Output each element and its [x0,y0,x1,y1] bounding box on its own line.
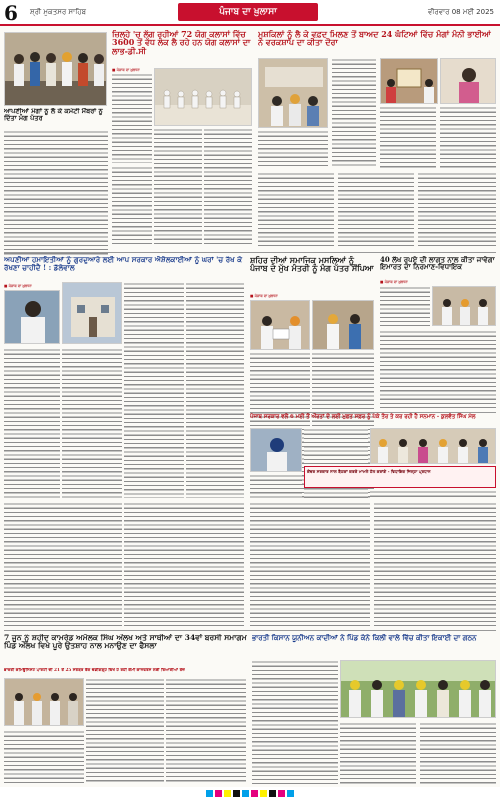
magenta-swatch [251,790,258,797]
lower-col-d [374,502,496,626]
workshop-photo-1 [258,58,328,128]
story-4-headline: ਅਪਣੀਆਂ ਹਮਾਇਤੀਆਂ ਨੂੰ ਗੁਰਦੁਆਰੇ ਲਈ ਆਪ ਸਰਕਾਰ ਐਸ਼ੋਲਕਾਈਆਂ ਨੂੰ ਘਰਾਂ 'ਚ ਰੱਖ ਕੇ ਰੱਖਣਾ ਚਾਹੀਦੈ ! : ਡੱਲੇਵਾਲ [4,256,243,272]
cyan-swatch [242,790,249,797]
magenta-swatch [215,790,222,797]
story-4-col-4 [62,348,122,498]
story-2-col-4 [258,130,328,168]
story-8-col-1 [86,678,164,784]
divider-2 [4,630,496,631]
story-4-col-3 [4,348,60,498]
story-6-byline: ■ ਪੰਜਾਬ ਦਾ ਖ਼ੁਲਾਸਾ [380,280,408,284]
right-col-a [258,172,334,248]
right-col-b [338,172,414,248]
lower-col-a [4,502,122,626]
lower-col-b [124,502,244,626]
memo-photo-icon [251,301,310,350]
publication-name: ਸ਼੍ਰੀ ਮੁਕਤਸਰ ਸਾਹਿਬ [30,8,87,16]
story-2-col-2 [380,106,436,168]
story-5-byline: ■ ਪੰਜਾਬ ਦਾ ਖ਼ੁਲਾਸਾ [250,294,278,298]
story-2-headline: ਮੁਸ਼ਕਿਲਾਂ ਨੂੰ ਲੈ ਕੇ ਵਫ਼ਦ ਮਿਲਣ ਤੋਂ ਬਾਅਦ 24 ਘੰਟਿਆਂ ਵਿੱਚ ਮੰਗਾਂ ਮੰਨੀ ਭਾਈਆਂ ਨੇ ਵਰਕਸ਼ਾਪ ਦਾ ਕੀਤਾ ਦੌਰਾ [258,30,491,48]
black-swatch [269,790,276,797]
color-registration-strip [0,787,500,799]
story-4-col-2 [186,282,244,498]
story-9-col-2 [340,722,416,784]
black-swatch [233,790,240,797]
leader-photo-icon [251,429,302,472]
story-1-col-4 [112,166,152,244]
speaker-photo-icon [5,291,60,344]
quote-box: ਕੇਂਦਰ ਸਰਕਾਰ ਨਾਲ ਬੈਠਕਾਂ ਕਰਕੇ ਮਾਮਲੇ ਹੱਲ ਕਰਾਂਗੇ - ਵਿਧਾਇਕ ਜਿਲ੍ਹਾ ਪ੍ਰਧਾਨ [304,466,496,488]
bus-photo [370,428,496,464]
meeting-photo-icon [259,59,328,128]
official-photo [440,58,496,104]
story-8-subheadline: ਭਾਰਤੀ ਕਮਿਊਨਿਸਟ ਪਾਰਟੀ ਦੀ 21 ਤੋਂ 25 ਸਤੰਬਰ ਤੱਕ ਚੰਡੀਗੜ੍ਹ ਵਿਖੇ ਹੋ ਰਹੀ ਕੌਮੀ ਕਾਨਫਰੰਸ ਲਈ ਤਿਆਰੀਆਂ ਤੇਜ਼ [4,668,185,672]
leader-photo [250,428,302,472]
yellow-swatch [260,790,267,797]
foundation-photo [432,286,496,326]
divider-1 [4,252,496,253]
story-1-headline: ਜ਼ਿਲ੍ਹੇ 'ਚ ਲੱਗ ਰਹੀਆਂ 72 ਯੋਗ ਕਲਾਸਾਂ ਵਿੱਚ 3600 ਤੋਂ ਵੱਧ ਲੋਕ ਲੈ ਰਹੇ ਹਨ ਯੋਗ ਕਲਾਸਾਂ ਦਾ ਲਾਭ-ਡੀ.ਸੀ [112,30,251,56]
memo-photo [250,300,310,350]
yellow-swatch [224,790,231,797]
story-7-headline: ਪੰਜਾਬ ਸਰਕਾਰ ਵਲੋਂ 6 ਮਈ ਤੋਂ ਔਰਤਾਂ ਦੇ ਲਈ ਮੁਫ਼ਤ ਸਫ਼ਰ ਨੂੰ ਪੱਕੇ ਤੌਰ ਤੇ ਕਰ ਰਹੀ ਹੈ ਸਨਮਾਨ - ਕੁਲਵੰਤ ਸਿੰਘ ਮੱਲ [250,412,496,424]
story-1-col-3 [204,128,252,244]
building-photo-icon [63,283,122,344]
story-8-col-2 [166,678,246,784]
story-8-col-3 [4,730,84,784]
story-6-headline: 40 ਲੱਖ ਰੁਪਏ ਦੀ ਲਾਗਤ ਨਾਲ ਕੀਤਾ ਜਾਵੇਗਾ ਇਮਾਰਤ ਦਾ ਨਿਰਮਾਣ-ਵਿਧਾਇਕ [380,256,495,272]
award-photo [380,58,438,104]
yoga-photo-icon [155,69,252,126]
story-7-col-2 [250,474,302,498]
office-photo-icon [313,301,374,350]
issue-date: ਵੀਰਵਾਰ 08 ਮਈ 2025 [427,8,494,16]
office-photo [312,300,374,350]
yoga-class-photo [154,68,252,126]
bus-photo-icon [371,429,496,464]
story-5-headline: ਸ਼ਹਿਰ ਦੀਆਂ ਸਮਾਜਿਕ ਮਸਲਿਆਂ ਨੂੰ ਪੰਜਾਬ ਦੇ ਮੁੱਖ ਮੰਤਰੀ ਨੂੰ ਮੰਗ ਪੱਤਰ ਸੌਂਪਿਆ [250,256,374,274]
meeting-photo [4,678,84,726]
people-photo-icon [5,33,107,106]
union-photo-icon [341,661,496,718]
story-1-col-1 [112,73,152,163]
story-1-col-2 [154,128,202,244]
story-6-col-1 [380,286,430,326]
story-9-headline: ਭਾਰਤੀ ਕਿਸਾਨ ਯੂਨੀਅਨ ਕਾਦੀਆਂ ਨੇ ਪਿੰਡ ਕੰਨੇ ਕਿਲੀ ਵਾਲੇ ਵਿੱਚ ਕੀਤਾ ਇਕਾਈ ਦਾ ਗਠਨ [252,634,477,642]
committee-photo-icon [5,679,84,726]
story-3-body [4,130,108,258]
lower-col-c [250,502,370,626]
story-4-col-1 [124,282,184,498]
cyan-swatch [206,790,213,797]
masthead: ਪੰਜਾਬ ਦਾ ਖ਼ੁਲਾਸਾ [178,3,318,21]
foundation-photo-icon [433,287,496,326]
story-8-headline: 7 ਜੂਨ ਨੂੰ ਸ਼ਹੀਦ ਕਾਮਰੇਡ ਅਮੋਲਕ ਸਿੰਘ ਔਲਖ ਅਤੇ ਸਾਥੀਆਂ ਦਾ 34ਵਾਂ ਬਰਸੀ ਸਮਾਗਮ ਪਿੰਡ ਔਲਖ ਵਿਖੇ ਪੂਰੇ ਉਤਸ਼ਾਹ ਨਾਲ ਮਨਾਉਣ ਦਾ ਫੈਸਲਾ [4,634,247,650]
right-col-c [418,172,496,248]
story-9-col-3 [420,722,496,784]
page-number: 6 [4,1,18,25]
story-4-byline: ■ ਪੰਜਾਬ ਦਾ ਖ਼ੁਲਾਸਾ [4,284,32,288]
story-9-col-1 [252,660,338,784]
story-3-headline: ਆਪਣੀਆਂ ਮੰਗਾਂ ਨੂੰ ਲੈ ਕੇ ਕਮੇਟੀ ਮੈਂਬਰਾਂ ਨੂੰ ਦਿੱਤਾ ਮੰਗ ਪੱਤਰ [4,108,103,122]
award-photo-icon [381,59,438,104]
official-photo-icon [441,59,496,104]
speaker-photo [4,290,60,344]
cyan-swatch [287,790,294,797]
story-7-col-3 [370,490,496,498]
magenta-swatch [278,790,285,797]
union-photo [340,660,496,718]
building-photo [62,282,122,344]
story-2-col-1 [332,58,376,168]
story-1-byline: ■ ਪੰਜਾਬ ਦਾ ਖ਼ੁਲਾਸਾ [112,68,140,72]
story-2-col-3 [440,106,496,168]
group-photo [4,32,107,106]
story-6-col-2 [380,330,496,408]
